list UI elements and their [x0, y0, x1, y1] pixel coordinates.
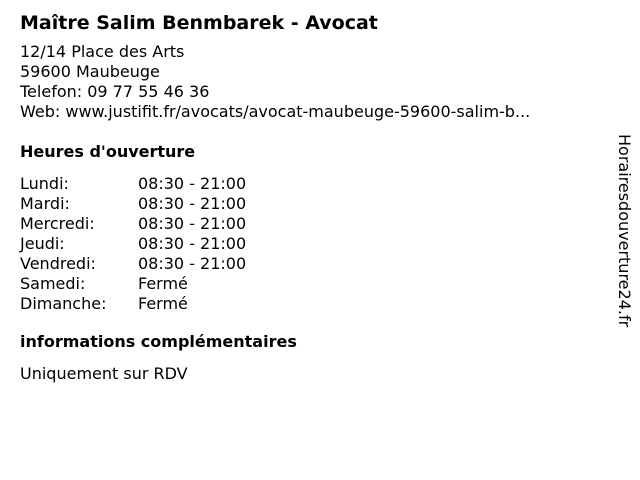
day-label: Lundi: [20, 174, 69, 193]
hours-value: Fermé [138, 294, 188, 313]
day-label: Mercredi: [20, 214, 95, 233]
day-label: Mardi: [20, 194, 70, 213]
website-link[interactable]: Web: www.justifit.fr/avocats/avocat-maubeuge-59600-salim-b... [20, 102, 531, 121]
hours-value: 08:30 - 21:00 [138, 174, 247, 193]
hours-row-tuesday [20, 194, 600, 214]
address-line-2: 59600 Maubeuge [20, 62, 160, 81]
day-label: Samedi: [20, 274, 86, 293]
day-label: Jeudi: [20, 234, 65, 253]
phone-number[interactable]: Telefon: 09 77 55 46 36 [20, 82, 210, 101]
hours-row-thursday [20, 234, 600, 254]
hours-row-monday [20, 174, 600, 194]
additional-info-heading: informations complémentaires [20, 332, 297, 351]
address-line-1: 12/14 Place des Arts [20, 42, 185, 61]
hours-row-saturday [20, 274, 600, 294]
hours-row-wednesday [20, 214, 600, 234]
address-block [20, 42, 600, 122]
day-label: Vendredi: [20, 254, 96, 273]
business-title: Maître Salim Benmbarek - Avocat [20, 12, 378, 34]
brand-watermark: Horairesdouverture24.fr [615, 134, 634, 328]
day-label: Dimanche: [20, 294, 107, 313]
hours-value: 08:30 - 21:00 [138, 234, 247, 253]
hours-value: Fermé [138, 274, 188, 293]
opening-hours-heading: Heures d'ouverture [20, 142, 196, 161]
additional-info-text: Uniquement sur RDV [20, 364, 188, 383]
hours-value: 08:30 - 21:00 [138, 254, 247, 273]
hours-value: 08:30 - 21:00 [138, 214, 247, 233]
hours-row-sunday [20, 294, 600, 314]
business-card [20, 10, 600, 384]
hours-row-friday [20, 254, 600, 274]
opening-hours-list [20, 174, 600, 314]
hours-value: 08:30 - 21:00 [138, 194, 247, 213]
